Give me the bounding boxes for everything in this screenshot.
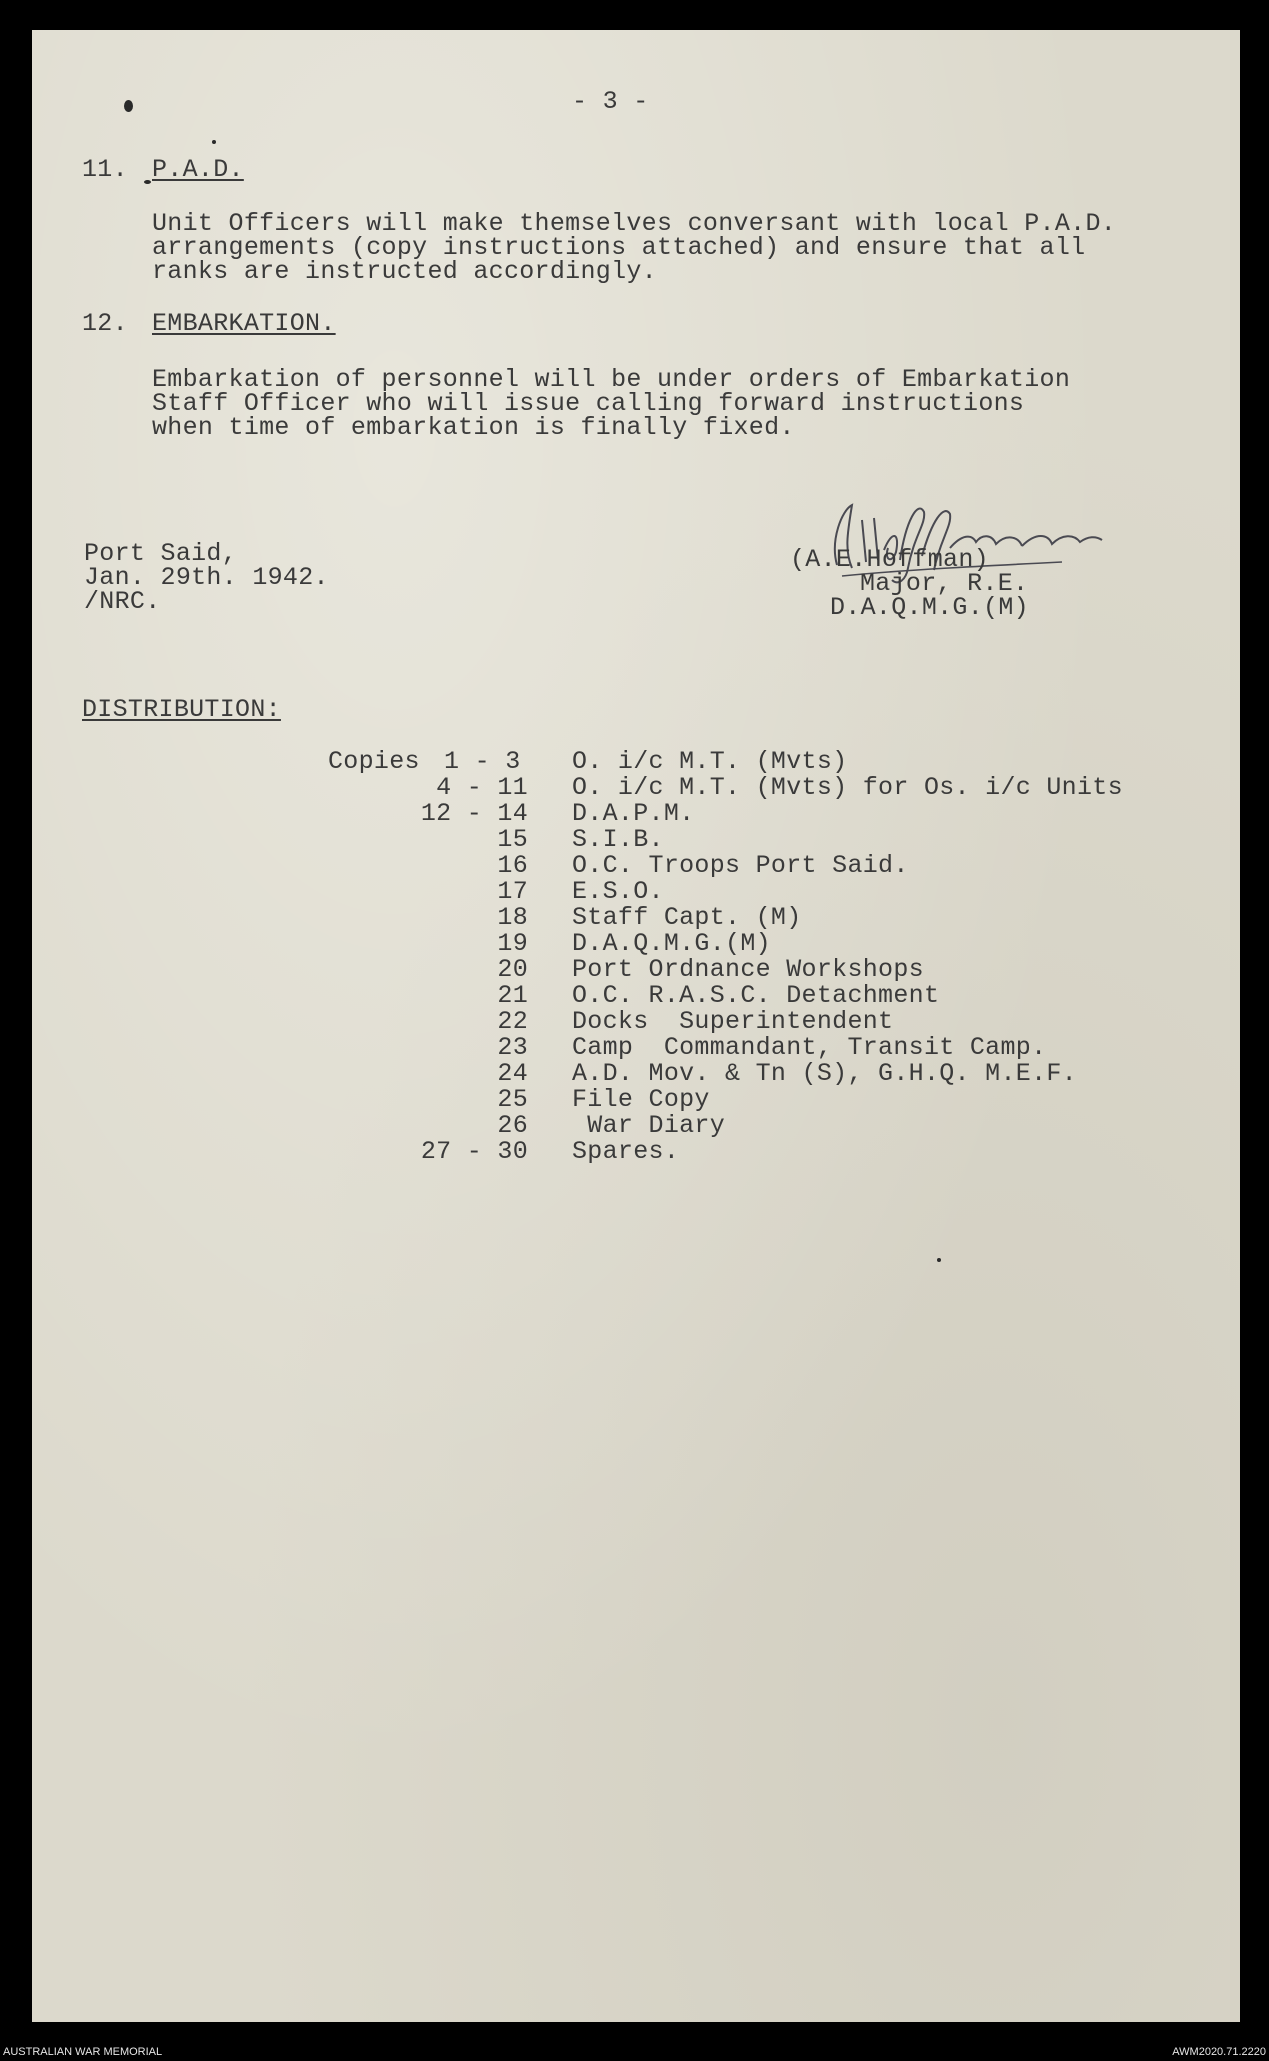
distribution-recipient: O.C. Troops Port Said. [572, 851, 909, 880]
section-11-number: 11. [82, 155, 128, 184]
page-number: - 3 - [572, 87, 649, 116]
distribution-copies: 27 - 30 [420, 1137, 528, 1166]
signatory-appointment: D.A.Q.M.G.(M) [830, 593, 1029, 622]
section-12-heading: EMBARKATION. [152, 309, 336, 338]
copies-label: Copies [328, 747, 420, 776]
distribution-copies: 17 [497, 877, 528, 906]
footer-institution: AUSTRALIAN WAR MEMORIAL [3, 2046, 163, 2058]
distribution-copies: 25 [497, 1085, 528, 1114]
section-12-line-2: Staff Officer who will issue calling forward instructions [152, 389, 1025, 418]
distribution-copies: 21 [497, 981, 528, 1010]
distribution-recipient: Staff Capt. (M) [572, 903, 802, 932]
distribution-copies: 26 [497, 1111, 528, 1140]
section-11-line-3: ranks are instructed accordingly. [152, 257, 657, 286]
ink-speck [937, 1258, 941, 1262]
section-12-line-3: when time of embarkation is finally fixed. [152, 413, 795, 442]
distribution-copies: 16 [497, 851, 528, 880]
distribution-recipient: War Diary [572, 1111, 726, 1140]
distribution-recipient: O.C. R.A.S.C. Detachment [572, 981, 940, 1010]
distribution-recipient: File Copy [572, 1085, 710, 1114]
ink-speck [124, 100, 133, 112]
ink-speck [212, 140, 216, 144]
signatory-rank: Major, R.E. [860, 569, 1029, 598]
distribution-copies: 20 [497, 955, 528, 984]
ink-speck [144, 180, 151, 184]
distribution-copies: 1 - 3 [444, 747, 521, 776]
distribution-heading: DISTRIBUTION: [82, 695, 281, 724]
distribution-copies: 23 [497, 1033, 528, 1062]
distribution-recipient: A.D. Mov. & Tn (S), G.H.Q. M.E.F. [572, 1059, 1077, 1088]
typist-reference: /NRC. [84, 587, 161, 616]
section-11-heading: P.A.D. [152, 155, 244, 184]
distribution-recipient: Camp Commandant, Transit Camp. [572, 1033, 1047, 1062]
date: Jan. 29th. 1942. [84, 563, 329, 592]
section-12-line-1: Embarkation of personnel will be under orders of Embarkation [152, 365, 1071, 394]
distribution-copies: 24 [497, 1059, 528, 1088]
distribution-copies: 4 - 11 [436, 773, 528, 802]
signatory-name: (A.E.Hoffman) [790, 545, 989, 574]
distribution-copies: 15 [497, 825, 528, 854]
distribution-copies: 22 [497, 1007, 528, 1036]
distribution-recipient: O. i/c M.T. (Mvts) for Os. i/c Units [572, 773, 1123, 802]
distribution-recipient: O. i/c M.T. (Mvts) [572, 747, 848, 776]
distribution-recipient: E.S.O. [572, 877, 664, 906]
section-11-line-1: Unit Officers will make themselves conversant with local P.A.D. [152, 209, 1117, 238]
distribution-recipient: D.A.Q.M.G.(M) [572, 929, 771, 958]
distribution-copies: 12 - 14 [420, 799, 528, 828]
distribution-copies: 19 [497, 929, 528, 958]
distribution-recipient: Docks Superintendent [572, 1007, 894, 1036]
section-12-number: 12. [82, 309, 128, 338]
document-page [32, 30, 1240, 2022]
footer-accession-number: AWM2020.71.2220 [1172, 2046, 1266, 2058]
distribution-recipient: S.I.B. [572, 825, 664, 854]
section-11-line-2: arrangements (copy instructions attached) and ensure that all [152, 233, 1086, 262]
distribution-recipient: D.A.P.M. [572, 799, 695, 828]
distribution-recipient: Port Ordnance Workshops [572, 955, 924, 984]
distribution-copies: 18 [497, 903, 528, 932]
distribution-recipient: Spares. [572, 1137, 680, 1166]
place: Port Said, [84, 539, 238, 568]
